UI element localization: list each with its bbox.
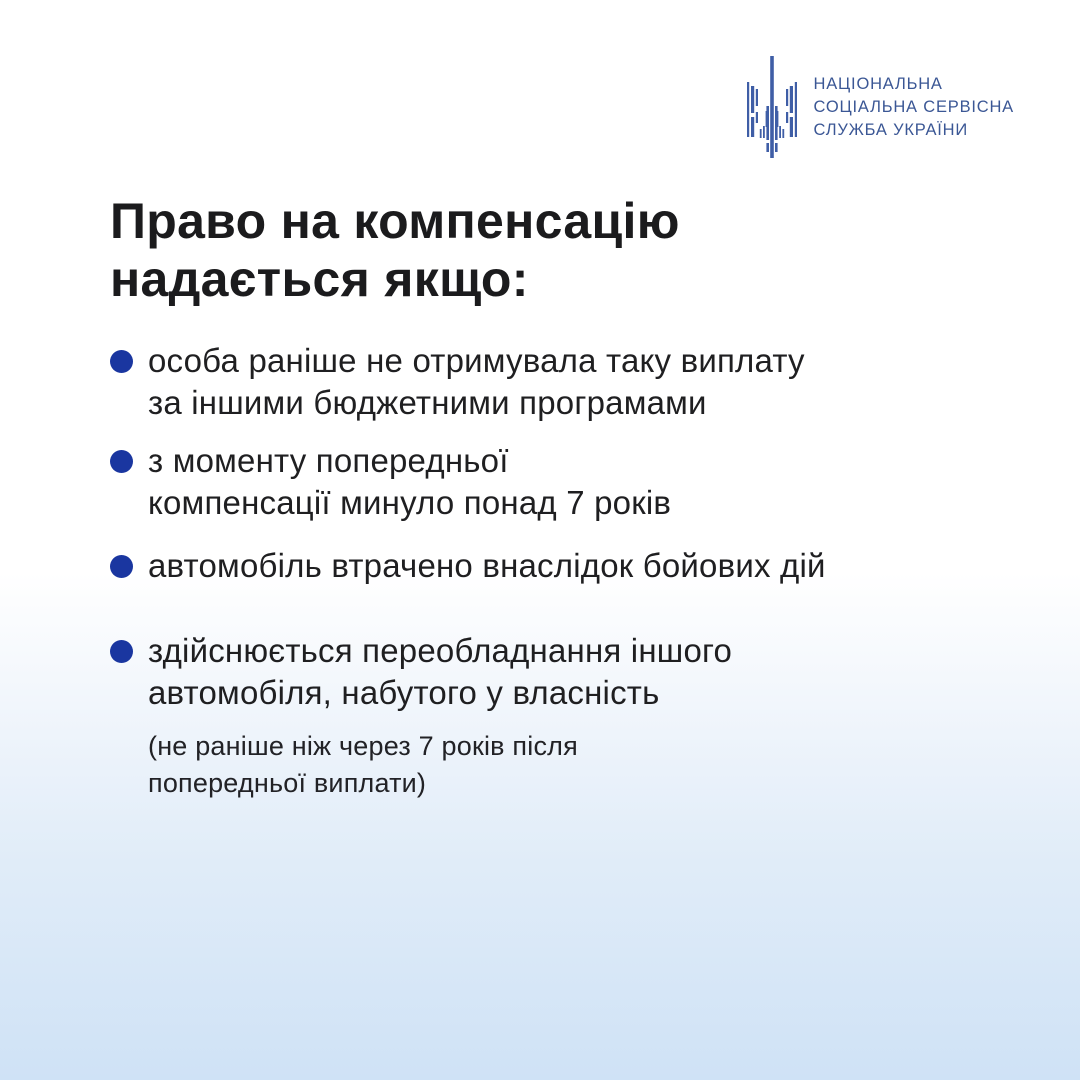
note-line: (не раніше ніж через 7 років після [148, 731, 578, 761]
page-title-line: Право на компенсацію [110, 193, 680, 249]
org-name-line: НАЦІОНАЛЬНА [813, 74, 943, 93]
list-item-line: особа раніше не отримувала таку виплату [148, 342, 805, 379]
org-name [814, 73, 1014, 142]
list-item-text [148, 440, 671, 524]
org-name-line: СОЦІАЛЬНА СЕРВІСНА [813, 97, 1014, 116]
list-item-line: з моменту попередньої [148, 442, 509, 479]
list-item [110, 440, 990, 524]
org-logo [747, 56, 1014, 158]
page-title [110, 192, 680, 308]
list-item [110, 545, 990, 587]
trident-icon [747, 56, 797, 158]
bullet-dot-icon [110, 555, 133, 578]
list-item-line: за іншими бюджетними програмами [148, 384, 707, 421]
list-item [110, 340, 990, 424]
bullet-dot-icon [110, 640, 133, 663]
bullet-dot-icon [110, 350, 133, 373]
list-item-line: здійснюється переобладнання іншого [148, 632, 733, 669]
bullet-dot-icon [110, 450, 133, 473]
page-title-line: надається якщо: [110, 251, 529, 307]
list-item-text [148, 340, 805, 424]
list-item-line: автомобіля, набутого у власність [148, 674, 660, 711]
conditions-list [110, 340, 990, 802]
list-item-text [148, 545, 826, 587]
note-line: попередньої виплати) [148, 768, 427, 798]
note-text [148, 728, 990, 802]
org-name-line: СЛУЖБА УКРАЇНИ [813, 120, 969, 139]
list-item [110, 630, 990, 714]
list-item-text [148, 630, 732, 714]
list-item-line: автомобіль втрачено внаслідок бойових дій [148, 547, 826, 584]
list-item-line: компенсації минуло понад 7 років [148, 484, 672, 521]
